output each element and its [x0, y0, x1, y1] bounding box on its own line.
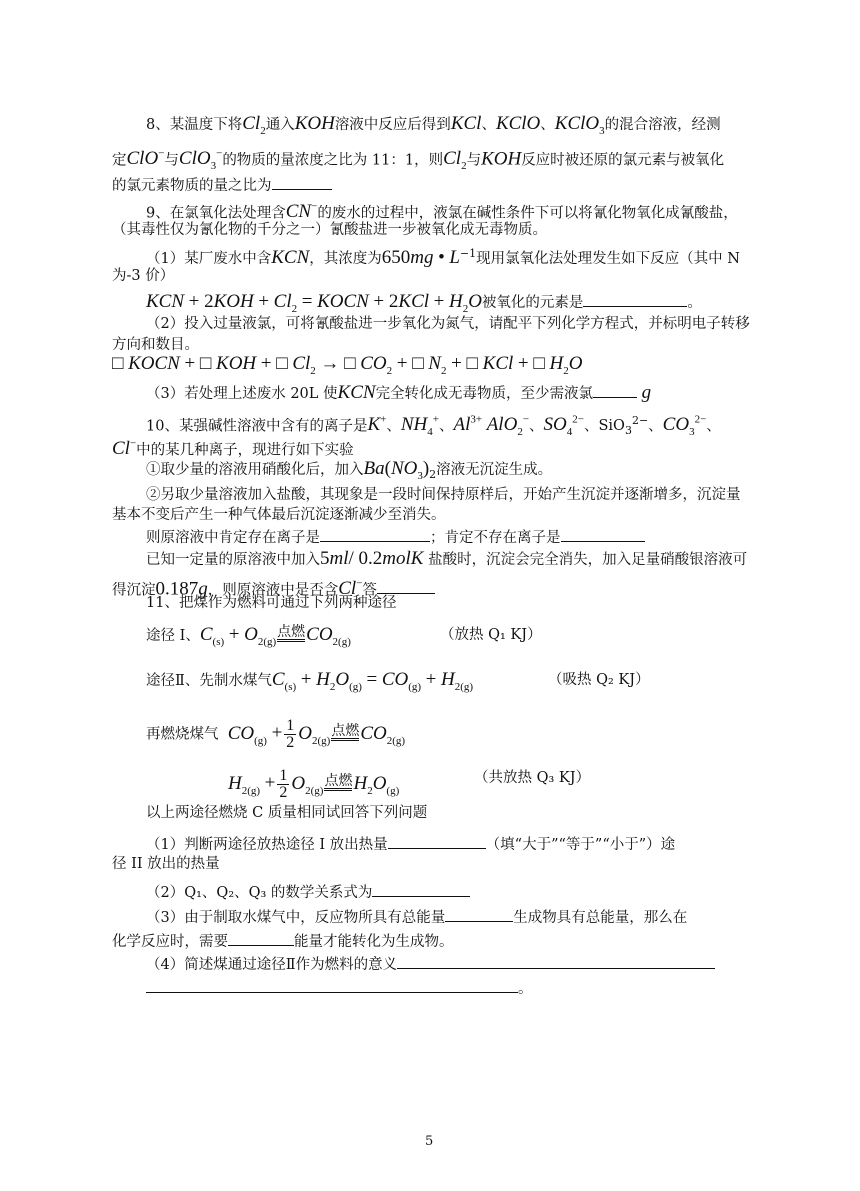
- q11-answer4: （4）简述煤通过途径Ⅱ作为燃料的意义: [146, 952, 715, 975]
- q11-answer3: （3）由于制取水煤气中，反应物所具有总能量 生成物具有总能量，那么在: [146, 905, 687, 928]
- q9-part3: （3）若处理上述废水 20L 使KCN完全转化成无毒物质，至少需液氯 g: [146, 382, 652, 403]
- half-fraction: $\frac{1}{2}$: [286, 717, 295, 751]
- q11-heat1: （放热 Q₁ KJ）: [440, 627, 542, 643]
- q11-burn1: 再燃烧煤气 $CO_{(g)}$ + $\frac{1}{2}$ $O_{2(g)}$点燃$CO_{2(g)}$: [146, 717, 406, 751]
- q8-line1: 8、某温度下将$Cl_2$通入KOH溶液中反应后得到KCl、KClO、KClO$_3$的混合溶液，经测: [146, 113, 721, 137]
- q11-answer1: （1）判断两途径放热途径 I 放出热量 （填“大于”“等于”“小于”）途: [146, 832, 675, 855]
- q11-route2: 途径Ⅱ、先制水煤气$C_{(s)} + H_2O_{(g)} = CO_{(g)} + H_{2(g)}$: [146, 669, 474, 693]
- page-number: 5: [425, 1134, 434, 1149]
- q9-chlorine-mass-blank[interactable]: [593, 381, 637, 398]
- q9-part2-b: 方向和数目。: [112, 337, 199, 353]
- q11-burn2: $H_{2(g)}$ + $\frac{1}{2}$ $O_{2(g)}$点燃$H_2O_{(g)}$: [228, 767, 400, 801]
- q11-answer1-b: 径 II 放出的热量: [112, 856, 220, 872]
- q11-relation-blank[interactable]: [372, 880, 470, 897]
- q11-intro: 以上两途径燃烧 C 质量相同试回答下列问题: [146, 805, 428, 821]
- q10-line2: Cl−中的某几种离子，现进行如下实验: [112, 438, 354, 460]
- q10-absent-ions-blank[interactable]: [561, 525, 645, 542]
- q11-significance-blank-2[interactable]: [146, 976, 518, 993]
- q10-line1: 10、某强碱性溶液中含有的离子是K+、$NH_4^+$、$Al^{3+}$ AlO$_2$−、$SO_4^{2-}$、SiO$_3^{2-}$、$CO_3^{2-}$、: [146, 414, 721, 439]
- q9-line1: 9、在氯氧化法处理含CN−的废水的过程中，液氯在碱性条件下可以将氰化物氧化成氰酸盐，: [146, 201, 738, 223]
- q11-answer4-b: 。: [146, 976, 533, 999]
- q8-answer-blank[interactable]: [272, 173, 332, 190]
- q11-answer3-b: 化学反应时，需要 能量才能转化为生成物。: [112, 929, 454, 952]
- q11-energy-need-blank[interactable]: [228, 929, 294, 946]
- q11-compare-blank[interactable]: [388, 832, 486, 849]
- q11-route1: 途径 I、$C_{(s)} + O_{2(g)}$点燃$CO_{2(g)}$: [146, 624, 351, 648]
- q10-chloride-answer-blank[interactable]: [377, 577, 435, 594]
- q10-known: 已知一定量的原溶液中加入5ml/ 0.2molK 盐酸时，沉淀会完全消失，加入足量硝酸银溶液可: [146, 548, 748, 569]
- q9-oxidized-element-blank[interactable]: [583, 290, 687, 307]
- q9-equation1: KCN + $2KOH + Cl_2$ = KOCN + $2KCl + H_2O$被氧化的元素是 。: [146, 291, 702, 315]
- q10-step1: ①取少量的溶液用硝酸化后，加入$Ba(NO_3)_2$溶液无沉淀生成。: [146, 458, 553, 482]
- q10-present-ions-blank[interactable]: [320, 525, 430, 542]
- q11-answer2: （2）Q₁、Q₂、Q₃ 的数学关系式为: [146, 880, 470, 903]
- q10-step2-b: 基本不变后产生一种气体最后沉淀逐渐减少至消失。: [112, 507, 446, 523]
- half-fraction: $\frac{1}{2}$: [279, 767, 288, 801]
- q9-line2: （其毒性仅为氰化物的千分之一）氰酸盐进一步被氧化成无毒物质。: [112, 222, 547, 238]
- q9-equation2: □ KOCN + □ KOH + □ $Cl_2$ → □ $CO_2$ + □ $N_2$ + □ KCl + □ $H_2O$: [112, 353, 583, 377]
- q11-energy-compare-blank[interactable]: [445, 905, 513, 922]
- q10-step2: ②另取少量溶液加入盐酸，其现象是一段时间保持原样后，开始产生沉淀并逐渐增多，沉淀量: [146, 487, 741, 503]
- q11-heat2: （吸热 Q₂ KJ）: [548, 672, 650, 688]
- q11-title: 11、把煤作为燃料可通过下列两种途径: [146, 595, 397, 611]
- q9-part1-b: 为-3 价）: [112, 268, 175, 284]
- q11-heat3: （共放热 Q₃ KJ）: [474, 770, 591, 786]
- q10-known-b: 得沉淀0.187g，则原溶液中是否含Cl−答: [112, 574, 435, 600]
- q9-part1: （1）某厂废水中含KCN，其浓度为650mg • $L^{-1}$现用氯氧化法处理发生如下反应（其中 N: [146, 246, 740, 268]
- q8-line2: 定ClO−与ClO$_3$−的物质的量浓度之比为 11：1，则$Cl_2$与KOH反应时被还原的氯元素与被氧化: [112, 148, 725, 173]
- q11-significance-blank-1[interactable]: [397, 952, 715, 969]
- q10-ask: 则原溶液中肯定存在离子是 ；肯定不存在离子是: [146, 525, 645, 548]
- q9-part2: （2）投入过量液氯，可将氰酸盐进一步氧化为氮气，请配平下列化学方程式，并标明电子转移: [146, 316, 750, 332]
- q8-line3: 的氯元素物质的量之比为: [112, 173, 332, 196]
